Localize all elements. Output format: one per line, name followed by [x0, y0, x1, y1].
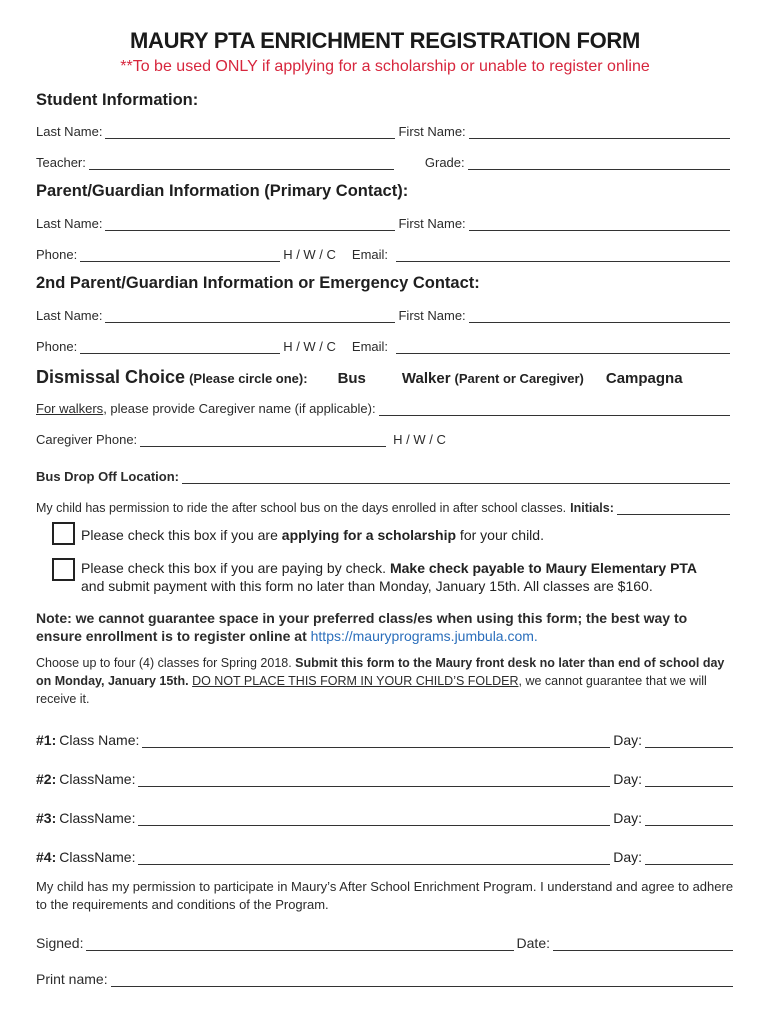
initials-label: Initials: [570, 501, 614, 515]
student-name-row [36, 121, 733, 139]
class-2-day-field[interactable] [645, 773, 733, 787]
signed-label: Signed: [36, 935, 84, 951]
check-text-bold: Make check payable to Maury Elementary PTA [389, 560, 698, 576]
parent1-phone-label: Phone: [36, 247, 78, 262]
parent1-last-name-label: Last Name: [36, 216, 103, 231]
class-3-name-field[interactable] [138, 812, 610, 826]
caregiver-phone-field[interactable] [140, 433, 386, 447]
student-heading: Student Information: [36, 91, 199, 109]
class-row-1 [36, 728, 733, 748]
class-2-name-field[interactable] [138, 773, 610, 787]
class-3-number: #3: [36, 810, 57, 826]
class-3-day-label: Day: [613, 810, 642, 826]
parent2-hwc[interactable]: H / W / C [283, 339, 336, 354]
instructions-block [36, 654, 734, 708]
student-last-name-label: Last Name: [36, 124, 103, 139]
teacher-label: Teacher: [36, 155, 86, 170]
caregiver-phone-row [36, 429, 446, 447]
class-4-name-field[interactable] [138, 851, 610, 865]
check-text-line2: and submit payment with this form no later than Monday, January 15th. All classes are $160. [81, 578, 653, 594]
class-1-day-field[interactable] [645, 734, 733, 748]
parent1-name-row [36, 213, 733, 231]
bus-dropoff-row [36, 466, 733, 484]
class-4-label: ClassName: [59, 849, 136, 865]
class-4-day-label: Day: [613, 849, 642, 865]
dismissal-option-campagna[interactable]: Campagna [605, 370, 683, 387]
caregiver-hwc[interactable]: H / W / C [393, 432, 446, 447]
bus-dropoff-label: Bus Drop Off Location: [36, 469, 179, 484]
walkers-prefix: For walkers [36, 401, 104, 416]
note-block [36, 609, 734, 645]
teacher-field[interactable] [89, 156, 394, 170]
class-2-day-label: Day: [613, 771, 642, 787]
parent2-name-row [36, 305, 733, 323]
bus-permission-row [36, 497, 733, 515]
grade-label: Grade: [424, 155, 465, 170]
parent1-heading: Parent/Guardian Information (Primary Contact): [36, 182, 409, 200]
register-link[interactable]: https://mauryprograms.jumbula.com. [310, 628, 538, 644]
grade-field[interactable] [468, 156, 730, 170]
bus-permission-text: My child has permission to ride the after school bus on the days enrolled in after school classes. [36, 501, 567, 515]
check-text-pre: Please check this box if you are paying by check. [81, 560, 390, 576]
student-first-name-field[interactable] [469, 125, 730, 139]
dismissal-option-walker[interactable]: Walker [401, 370, 451, 387]
scholarship-text-post: for your child. [456, 527, 544, 543]
dismissal-option-bus[interactable]: Bus [337, 370, 366, 387]
scholarship-text-bold: applying for a scholarship [281, 527, 457, 543]
instructions-underline: DO NOT PLACE THIS FORM IN YOUR CHILD’S FOLDER [192, 674, 519, 688]
dismissal-walker-note: (Parent or Caregiver) [454, 371, 584, 386]
check-payment-checkbox[interactable] [52, 558, 75, 581]
parent2-last-name-label: Last Name: [36, 308, 103, 323]
class-4-number: #4: [36, 849, 57, 865]
scholarship-text [81, 527, 544, 543]
class-2-label: ClassName: [59, 771, 136, 787]
walkers-text: , please provide Caregiver name (if applicable): [103, 401, 376, 416]
class-1-label: Class Name: [59, 732, 140, 748]
dismissal-instruction: (Please circle one): [189, 371, 308, 386]
bus-dropoff-field[interactable] [182, 470, 730, 484]
parent1-phone-row [36, 244, 733, 262]
caregiver-phone-label: Caregiver Phone: [36, 432, 138, 447]
parent2-phone-label: Phone: [36, 339, 78, 354]
date-field[interactable] [553, 937, 733, 951]
parent1-last-name-field[interactable] [105, 217, 395, 231]
parent2-first-name-field[interactable] [469, 309, 730, 323]
class-row-4 [36, 845, 733, 865]
date-label: Date: [516, 935, 550, 951]
initials-field[interactable] [617, 501, 730, 515]
print-name-label: Print name: [36, 971, 108, 987]
print-name-row [36, 968, 733, 987]
student-first-name-label: First Name: [398, 124, 466, 139]
class-1-number: #1: [36, 732, 57, 748]
parent2-heading: 2nd Parent/Guardian Information or Emergency Contact: [36, 274, 480, 292]
student-last-name-field[interactable] [105, 125, 395, 139]
instructions-post: , we cannot guarantee that we will receive it. [36, 674, 707, 706]
scholarship-text-pre: Please check this box if you are [81, 527, 282, 543]
student-teacher-row [36, 152, 733, 170]
parent1-email-label: Email: [351, 247, 389, 262]
parent2-email-field[interactable] [396, 340, 730, 354]
parent2-phone-row [36, 336, 733, 354]
parent2-email-label: Email: [351, 339, 389, 354]
note-text: Note: we cannot guarantee space in your preferred class/es when using this form; the best way to ensure enrollment is to register online at [36, 610, 688, 644]
parent1-hwc[interactable]: H / W / C [283, 247, 336, 262]
print-name-field[interactable] [111, 973, 733, 987]
walker-caregiver-row [36, 398, 733, 416]
caregiver-name-field[interactable] [379, 402, 730, 416]
parent1-email-field[interactable] [396, 248, 730, 262]
parent1-first-name-label: First Name: [398, 216, 466, 231]
form-title: MAURY PTA ENRICHMENT REGISTRATION FORM [129, 28, 641, 53]
class-3-day-field[interactable] [645, 812, 733, 826]
parent2-first-name-label: First Name: [398, 308, 466, 323]
parent1-first-name-field[interactable] [469, 217, 730, 231]
parent2-phone-field[interactable] [80, 340, 280, 354]
scholarship-checkbox[interactable] [52, 522, 75, 545]
class-row-2 [36, 767, 733, 787]
class-4-day-field[interactable] [645, 851, 733, 865]
program-permission: My child has my permission to participate in Maury’s After School Enrichment Program. I understand and agree to adhere to the requirements and conditions of the Program. [36, 879, 734, 912]
parent1-phone-field[interactable] [80, 248, 280, 262]
dismissal-row [36, 367, 683, 388]
check-payment-text [81, 559, 697, 595]
form-subtitle: **To be used ONLY if applying for a scholarship or unable to register online [120, 58, 650, 75]
signature-row [36, 932, 733, 951]
instructions-bold: Submit this form to the Maury front desk no later than end of school day on Monday, January 15th. [36, 656, 725, 688]
class-row-3 [36, 806, 733, 826]
parent2-last-name-field[interactable] [105, 309, 395, 323]
signature-field[interactable] [86, 937, 513, 951]
class-1-name-field[interactable] [142, 734, 610, 748]
dismissal-heading: Dismissal Choice [36, 367, 186, 387]
instructions-pre: Choose up to four (4) classes for Spring 2018. [36, 656, 296, 670]
class-1-day-label: Day: [613, 732, 642, 748]
class-3-label: ClassName: [59, 810, 136, 826]
class-2-number: #2: [36, 771, 57, 787]
